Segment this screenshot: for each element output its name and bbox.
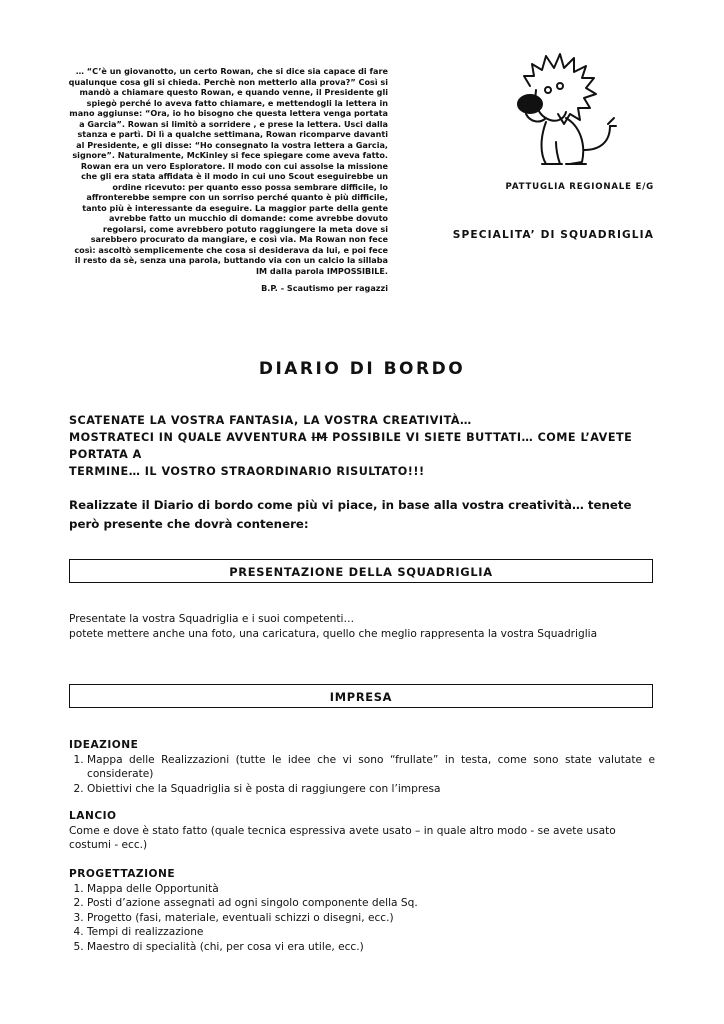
quote-line: avrebbe fatto un mucchio di domande: come avrebbe dovuto [108,213,388,223]
quote-lines [66,66,388,276]
list-item: 2. Posti d’azione assegnati ad ogni singolo componente della Sq. [87,896,655,911]
ideazione-title: IDEAZIONE [69,739,139,751]
quote-source: B.P. - Scautismo per ragazzi [261,283,388,293]
quote-line: stanza e partì. Di lì a qualche settimana, Rowan ricomparve davanti [77,129,388,139]
list-item: 1. Mappa delle Realizzazioni (tutte le idee che vi sono “frullate” in testa, come sono state valutate e considerate) [87,753,655,782]
quote-line: spiegò perché lo aveva fatto chiamare, e mettendogli la lettera in [86,97,388,108]
presentazione-line-2: potete mettere anche una foto, una caricatura, quello che meglio rappresenta la vostra Squadriglia [69,627,598,640]
quote-line: sarebbero procurato da mangiare, e così via. Ma Rowan non fece [90,234,388,244]
slogan-line-3: TERMINE… IL VOSTRO STRAORDINARIO RISULTATO!!! [69,465,425,478]
lancio-block [69,809,655,853]
slogan-line-2-end: POSSIBILE VI SIETE BUTTATI… COME L’AVETE PORTATA A [69,431,633,461]
quote-line: qualunque cosa gli si chieda. Perchè non metterlo alla prova?” Così si [68,76,388,87]
quote-line: tanto più è interessante da eseguire. La maggior parte della gente [82,202,388,213]
patrol-label: PATTUGLIA REGIONALE E/G [505,182,654,192]
quote-line: che gli era stata affidata è il modo in cui uno Scout eseguirebbe un [81,171,388,181]
page-title: DIARIO DI BORDO [258,359,466,379]
section-heading-impresa: IMPRESA [69,684,653,708]
quote-line: regolarsi, come avrebbero potuto raggiungere la meta dove si [102,223,388,234]
quote-line: … “C’è un giovanotto, un certo Rowan, che si dice sia capace di fare [75,66,388,76]
slogan-line-1: SCATENATE LA VOSTRA FANTASIA, LA VOSTRA CREATIVITÀ… [69,414,472,427]
opening-quote [66,66,388,294]
lion-mascot-icon [500,46,620,172]
quote-line: IM dalla parola IMPOSSIBILE. [256,265,388,276]
quote-line: al Presidente, e gli disse: “Ho consegnato la vostra lettera a Garcia, [76,139,388,150]
section-heading-presentazione: PRESENTAZIONE DELLA SQUADRIGLIA [69,559,653,583]
lancio-text: Come e dove è stato fatto (quale tecnica espressiva avete usato – in quale altro modo - se avete usato costumi - ecc.) [69,824,616,851]
list-item: 2. Obiettivi che la Squadriglia si è posta di raggiungere con l’impresa [87,782,655,797]
slogan-line-2 [69,429,655,463]
lancio-title: LANCIO [69,810,117,822]
ideazione-block [69,738,655,796]
slogan-block [69,412,655,480]
quote-line: a Garcia”. Rowan si limitò a sorridere , e prese la lettera. Usci dalla [79,118,388,129]
intro-text: Realizzate il Diario di bordo come più vi piace, in base alla vostra creatività… tenete però presente che dovrà contenere: [69,498,632,531]
quote-line: affronterebbe sempre con un sorriso perché quanto è più difficile, [86,192,388,202]
ideazione-list [69,753,655,797]
quote-line: Rowan era un vero Esploratore. Il modo con cui assolse la missione [80,160,388,171]
quote-line: mano aggiunse: “Ora, io ho bisogno che questa lettera venga portata [69,108,388,118]
list-item: 4. Tempi di realizzazione [87,925,655,940]
progettazione-title: PROGETTAZIONE [69,868,176,880]
progettazione-block [69,867,655,954]
quote-line: mandò a chiamare questo Rowan, e quando venne, il Presidente gli [79,87,388,97]
list-item: 1. Mappa delle Opportunità [87,882,655,897]
progettazione-list [69,882,655,955]
quote-line: signore”. Naturalmente, McKinley si fece spiegare come aveva fatto. [72,150,388,160]
list-item: 3. Progetto (fasi, materiale, eventuali schizzi o disegni, ecc.) [87,911,655,926]
specialty-label: SPECIALITA’ DI SQUADRIGLIA [452,229,654,241]
presentazione-text [69,612,655,641]
slogan-strike-im: IM [311,431,328,444]
quote-line: il resto da sè, senza una parola, buttando via con un calcio la sillaba [74,255,388,265]
quote-line: ordine ricevuto: per quanto esso possa sembrare difficile, lo [112,181,388,192]
quote-line: così: ascoltò semplicemente che cosa si desiderava da lui, e poi fece [74,244,388,255]
slogan-line-2-start: MOSTRATECI IN QUALE AVVENTURA [69,431,312,444]
list-item: 5. Maestro di specialità (chi, per cosa vi era utile, ecc.) [87,940,655,955]
presentazione-line-1: Presentate la vostra Squadriglia e i suoi competenti… [69,613,355,625]
